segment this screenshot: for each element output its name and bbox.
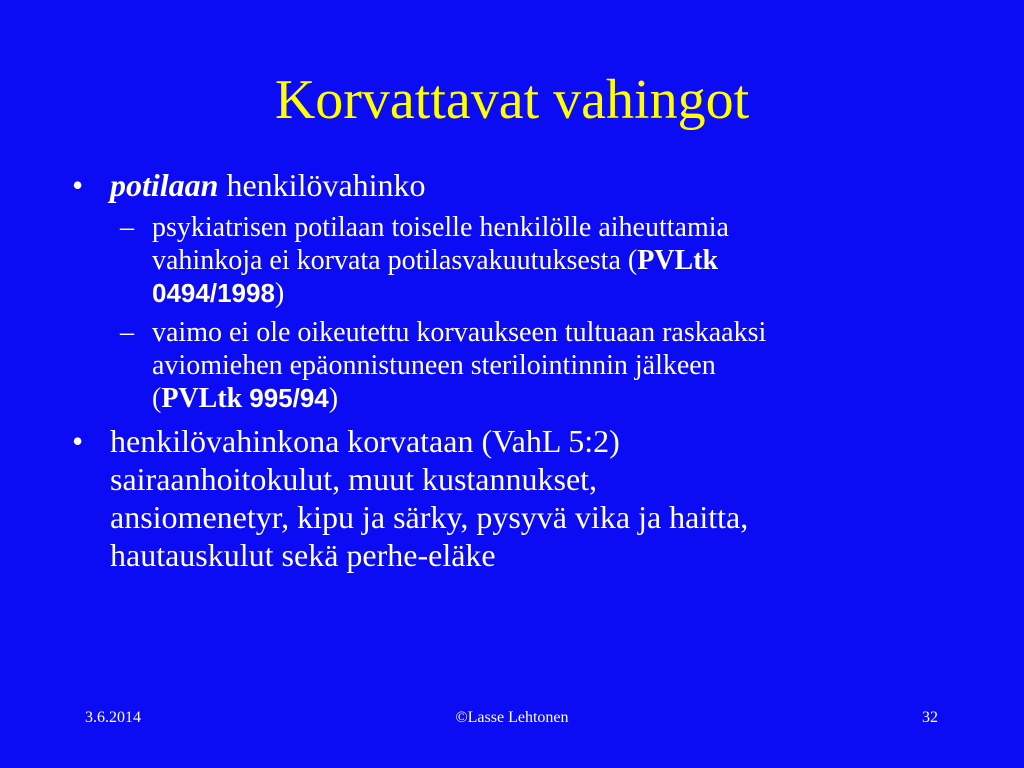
emphasis-text: potilaan xyxy=(110,167,219,203)
subitem-line xyxy=(152,244,729,277)
bullet-line: hautauskulut sekä perhe-eläke xyxy=(110,537,496,573)
bullet-line: sairaanhoitokulut, muut kustannukset, xyxy=(110,461,598,497)
subitem-line: vaimo ei ole oikeutettu korvaukseen tultuaan raskaaksi xyxy=(152,317,767,348)
subitem-text xyxy=(152,316,766,415)
subitem-text xyxy=(152,211,729,310)
bullet-rest-text: henkilövahinko xyxy=(218,167,426,203)
slide-title: Korvattavat vahingot xyxy=(274,69,750,131)
reference-number: 995/94 xyxy=(249,383,329,413)
subitem-line: aviomiehen epäonnistuneen sterilointinnin jälkeen xyxy=(152,350,716,381)
footer-author: ©Lasse Lehtonen xyxy=(455,709,569,726)
footer-page-number: 32 xyxy=(922,709,938,726)
reference-code: PVLtk xyxy=(161,383,243,414)
subitem-line xyxy=(152,382,766,415)
dash-icon: – xyxy=(120,317,134,348)
subitem-prefix: ( xyxy=(152,383,162,414)
reference-code: PVLtk xyxy=(637,245,719,276)
bullet-icon: • xyxy=(72,423,84,459)
subitem-line xyxy=(152,277,729,310)
bullet-icon: • xyxy=(72,167,84,203)
subitem-line: psykiatrisen potilaan toiselle henkilölle aiheuttamia xyxy=(152,212,729,243)
bullet-text xyxy=(110,166,426,204)
subitem-suffix: ) xyxy=(274,278,285,309)
subitem-line-text: vahinkoja ei korvata potilasvakuutuksesta ( xyxy=(152,245,638,276)
bullet-line: henkilövahinkona korvataan (VahL 5:2) xyxy=(110,423,620,459)
bullet-line: ansiomenetyr, kipu ja särky, pysyvä vika ja haitta, xyxy=(110,499,749,535)
subitem-suffix: ) xyxy=(328,383,339,414)
footer-date: 3.6.2014 xyxy=(85,709,141,726)
reference-number: 0494/1998 xyxy=(152,278,275,308)
dash-icon: – xyxy=(120,212,134,243)
bullet-text xyxy=(110,422,748,574)
